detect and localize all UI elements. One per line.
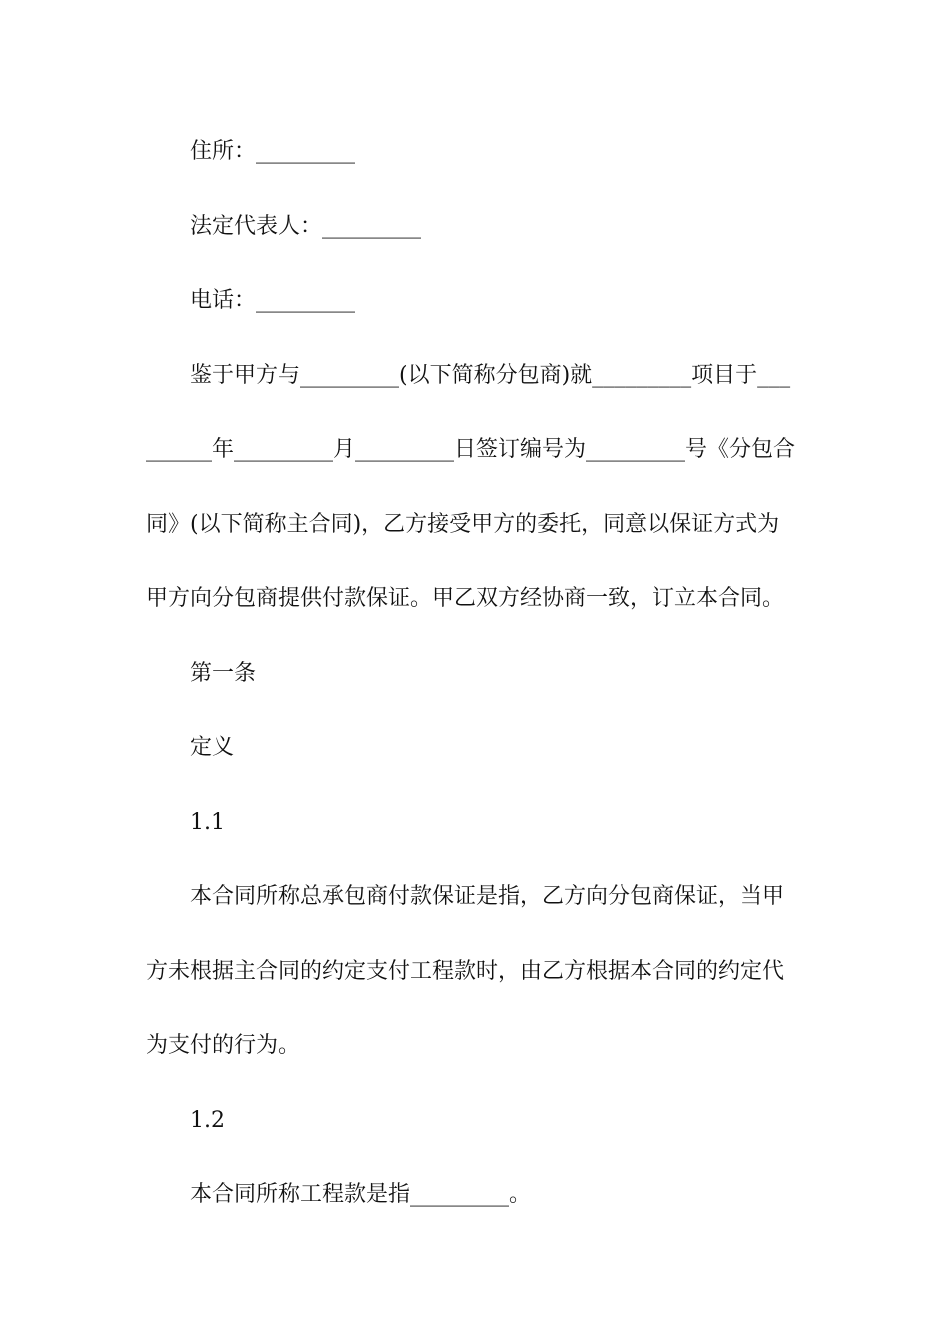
phone-line: 电话：_________ (190, 288, 356, 313)
clause-1-1-line-1: 本合同所称总承包商付款保证是指，乙方向分包商保证，当甲 (190, 884, 785, 909)
clause-1-2-line-1: 本合同所称工程款是指_________。 (190, 1182, 532, 1207)
article-title: 定义 (190, 735, 235, 760)
paragraph-preamble-line-1: 鉴于甲方与_________(以下简称分包商)就_________项目于___ (190, 363, 791, 388)
clause-1-1-line-2: 方未根据主合同的约定支付工程款时，由乙方根据本合同的约定代 (146, 959, 785, 984)
address-line: 住所：_________ (190, 139, 356, 164)
legal-representative-line: 法定代表人：_________ (190, 214, 422, 239)
article-heading: 第一条 (190, 661, 257, 686)
clause-1-1-line-3: 为支付的行为。 (146, 1033, 301, 1058)
paragraph-preamble-line-4: 甲方向分包商提供付款保证。甲乙双方经协商一致，订立本合同。 (146, 586, 785, 611)
clause-number-1-1: 1.1 (190, 810, 225, 835)
paragraph-preamble-line-2: ______年_________月_________日签订编号为_________号《分包合 (146, 437, 796, 462)
clause-number-1-2: 1.2 (190, 1108, 225, 1133)
paragraph-preamble-line-3: 同》(以下简称主合同)，乙方接受甲方的委托，同意以保证方式为 (146, 512, 780, 537)
